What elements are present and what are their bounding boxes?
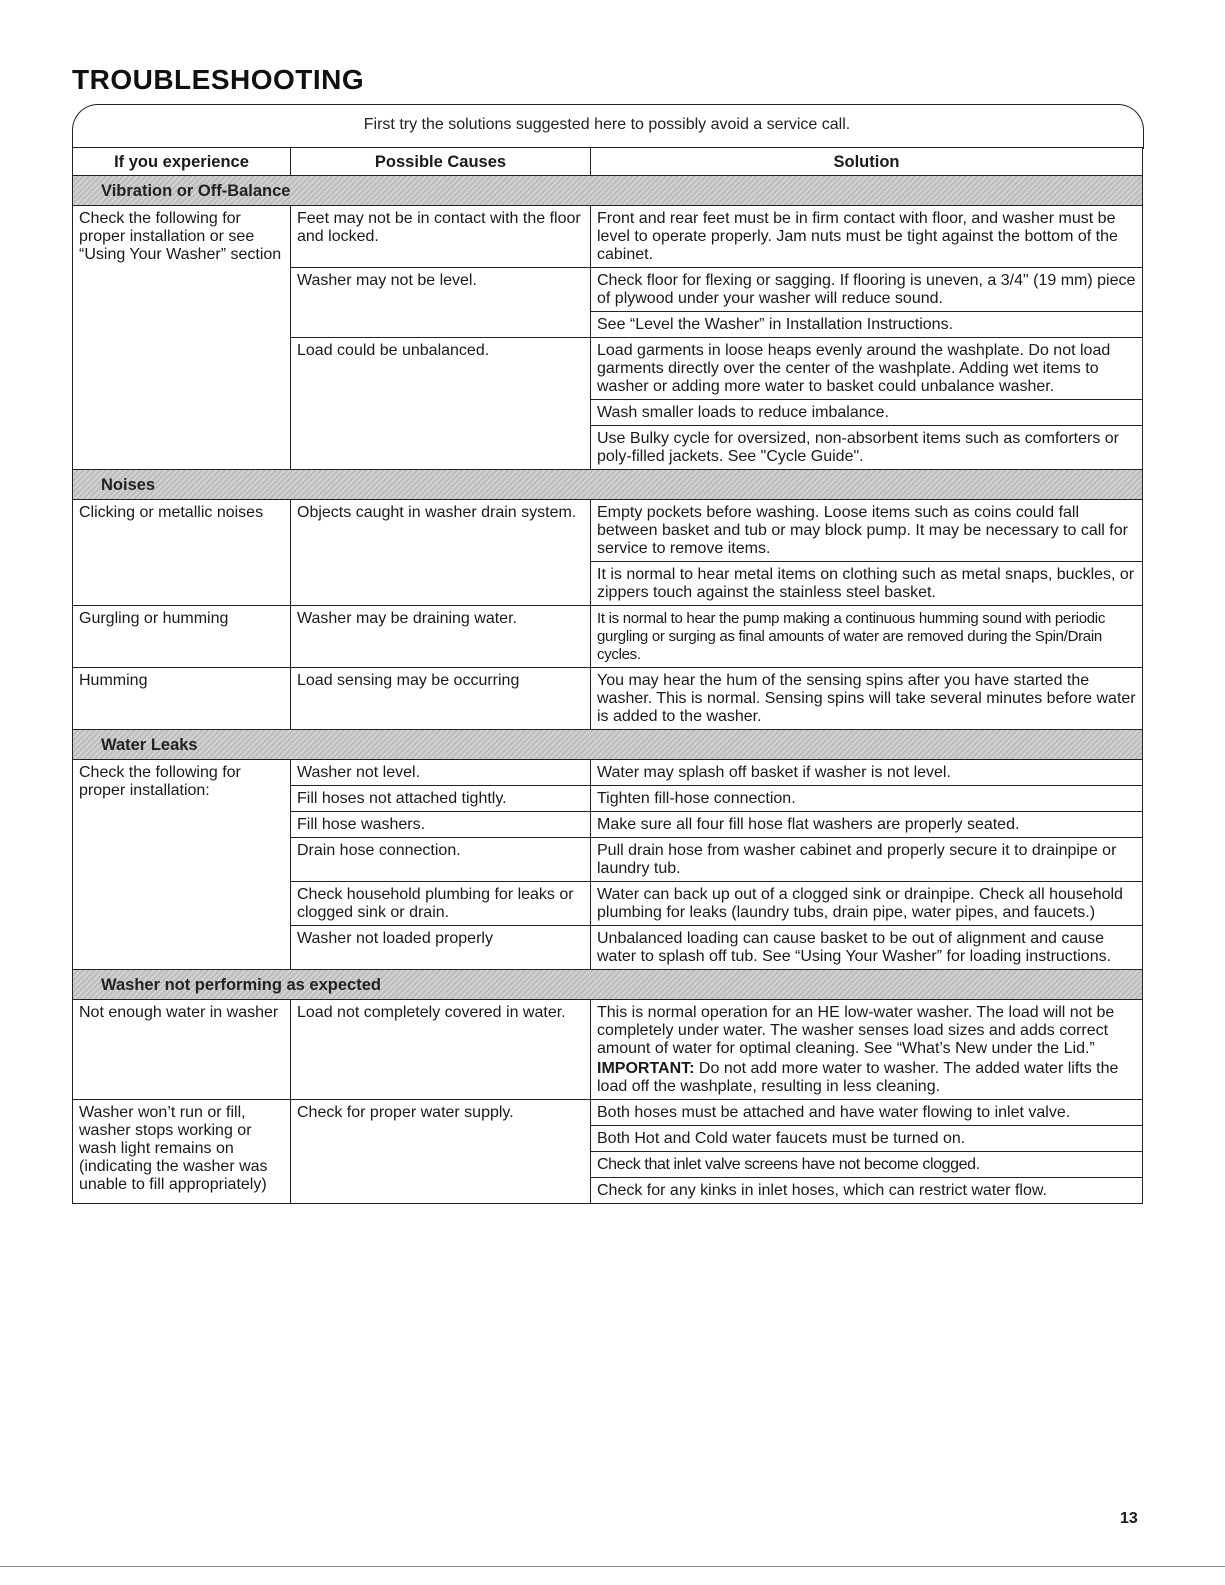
- experience-cell: Check the following for proper installation or see “Using Your Washer” section: [73, 206, 291, 470]
- experience-cell: Check the following for proper installation:: [73, 760, 291, 970]
- section-vibration-title: Vibration or Off-Balance: [73, 176, 1143, 206]
- solution-cell: It is normal to hear metal items on clothing such as metal snaps, buckles, or zippers touch against the stainless steel basket.: [591, 562, 1143, 606]
- important-text: Do not add more water to washer. The added water lifts the load off the washplate, resulting in less cleaning.: [597, 1060, 1119, 1095]
- page-title: TROUBLESHOOTING: [72, 64, 365, 95]
- solution-cell: Check that inlet valve screens have not become clogged.: [591, 1152, 1143, 1178]
- solution-cell: Load garments in loose heaps evenly around the washplate. Do not load garments directly over the center of the washplate. Adding wet items to washer or adding more water to basket could unbalance washer.: [591, 338, 1143, 400]
- table-row: [73, 1000, 1143, 1100]
- intro-text: First try the solutions suggested here to possibly avoid a service call.: [363, 116, 851, 133]
- solution-cell: It is normal to hear the pump making a continuous humming sound with periodic gurgling or surging as final amounts of water are removed during the Spin/Drain cycles.: [591, 606, 1143, 668]
- troubleshooting-table: [72, 147, 1143, 1204]
- solution-text: This is normal operation for an HE low-water washer. The load will not be completely under water. The washer senses load sizes and adds correct amount of water for optimal cleaning. See “What’s New under the Lid.”: [597, 1004, 1115, 1057]
- solution-cell: Check floor for flexing or sagging. If flooring is uneven, a 3/4" (19 mm) piece of plywood under your washer will reduce sound.: [591, 268, 1143, 312]
- solution-cell: Front and rear feet must be in firm contact with floor, and washer must be level to operate properly. Jam nuts must be tight against the bottom of the cabinet.: [591, 206, 1143, 268]
- header-causes: Possible Causes: [291, 148, 591, 176]
- cause-cell: Load could be unbalanced.: [291, 338, 591, 470]
- solution-cell: Water can back up out of a clogged sink or drainpipe. Check all household plumbing for leaks (laundry tubs, drain pipe, water pipes, and faucets.): [591, 882, 1143, 926]
- cause-cell: Washer may not be level.: [291, 268, 591, 338]
- table-row: [73, 668, 1143, 730]
- cause-cell: Load sensing may be occurring: [291, 668, 591, 730]
- cause-cell: Feet may not be in contact with the floor and locked.: [291, 206, 591, 268]
- experience-cell: Not enough water in washer: [73, 1000, 291, 1100]
- cause-cell: Check household plumbing for leaks or clogged sink or drain.: [291, 882, 591, 926]
- cause-cell: Washer not level.: [291, 760, 591, 786]
- cause-cell: Washer not loaded properly: [291, 926, 591, 970]
- cause-cell: Check for proper water supply.: [291, 1100, 591, 1204]
- experience-cell: Clicking or metallic noises: [73, 500, 291, 606]
- solution-cell: Water may splash off basket if washer is not level.: [591, 760, 1143, 786]
- experience-cell: Gurgling or humming: [73, 606, 291, 668]
- header-solution: Solution: [591, 148, 1143, 176]
- section-performing-title: Washer not performing as expected: [73, 970, 1143, 1000]
- section-leaks-title: Water Leaks: [73, 730, 1143, 760]
- solution-cell: Tighten fill-hose connection.: [591, 786, 1143, 812]
- section-noises-title: Noises: [73, 470, 1143, 500]
- cause-cell: Fill hose washers.: [291, 812, 591, 838]
- experience-cell: Humming: [73, 668, 291, 730]
- page-divider: [0, 1566, 1225, 1567]
- header-experience: If you experience: [73, 148, 291, 176]
- cause-cell: Fill hoses not attached tightly.: [291, 786, 591, 812]
- cause-cell: Load not completely covered in water.: [291, 1000, 591, 1100]
- important-label: IMPORTANT:: [597, 1060, 695, 1077]
- solution-cell: See “Level the Washer” in Installation Instructions.: [591, 312, 1143, 338]
- solution-cell: You may hear the hum of the sensing spins after you have started the washer. This is normal. Sensing spins will take several minutes before water is added to the washer.: [591, 668, 1143, 730]
- header-row: [73, 148, 1143, 176]
- cause-cell: Washer may be draining water.: [291, 606, 591, 668]
- solution-cell: Make sure all four fill hose flat washers are properly seated.: [591, 812, 1143, 838]
- table-row: [73, 206, 1143, 268]
- solution-cell: Unbalanced loading can cause basket to be out of alignment and cause water to splash off tub. See “Using Your Washer” for loading instructions.: [591, 926, 1143, 970]
- solution-cell: Use Bulky cycle for oversized, non-absorbent items such as comforters or poly-filled jackets. See "Cycle Guide".: [591, 426, 1143, 470]
- solution-cell: Empty pockets before washing. Loose items such as coins could fall between basket and tub or may block pump. It may be necessary to call for service to remove items.: [591, 500, 1143, 562]
- table-row: [73, 760, 1143, 786]
- table-row: [73, 606, 1143, 668]
- solution-cell: Check for any kinks in inlet hoses, which can restrict water flow.: [591, 1178, 1143, 1204]
- experience-cell: Washer won’t run or fill, washer stops working or wash light remains on (indicating the washer was unable to fill appropriately): [73, 1100, 291, 1204]
- cause-cell: Drain hose connection.: [291, 838, 591, 882]
- cause-cell: Objects caught in washer drain system.: [291, 500, 591, 606]
- solution-cell: Both Hot and Cold water faucets must be turned on.: [591, 1126, 1143, 1152]
- solution-cell: [591, 1000, 1143, 1100]
- important-note: [597, 1060, 1136, 1096]
- solution-cell: Both hoses must be attached and have water flowing to inlet valve.: [591, 1100, 1143, 1126]
- solution-cell: Pull drain hose from washer cabinet and properly secure it to drainpipe or laundry tub.: [591, 838, 1143, 882]
- page-number: 13: [1120, 1510, 1138, 1527]
- table-row: [73, 500, 1143, 562]
- solution-cell: Wash smaller loads to reduce imbalance.: [591, 400, 1143, 426]
- table-row: [73, 1100, 1143, 1126]
